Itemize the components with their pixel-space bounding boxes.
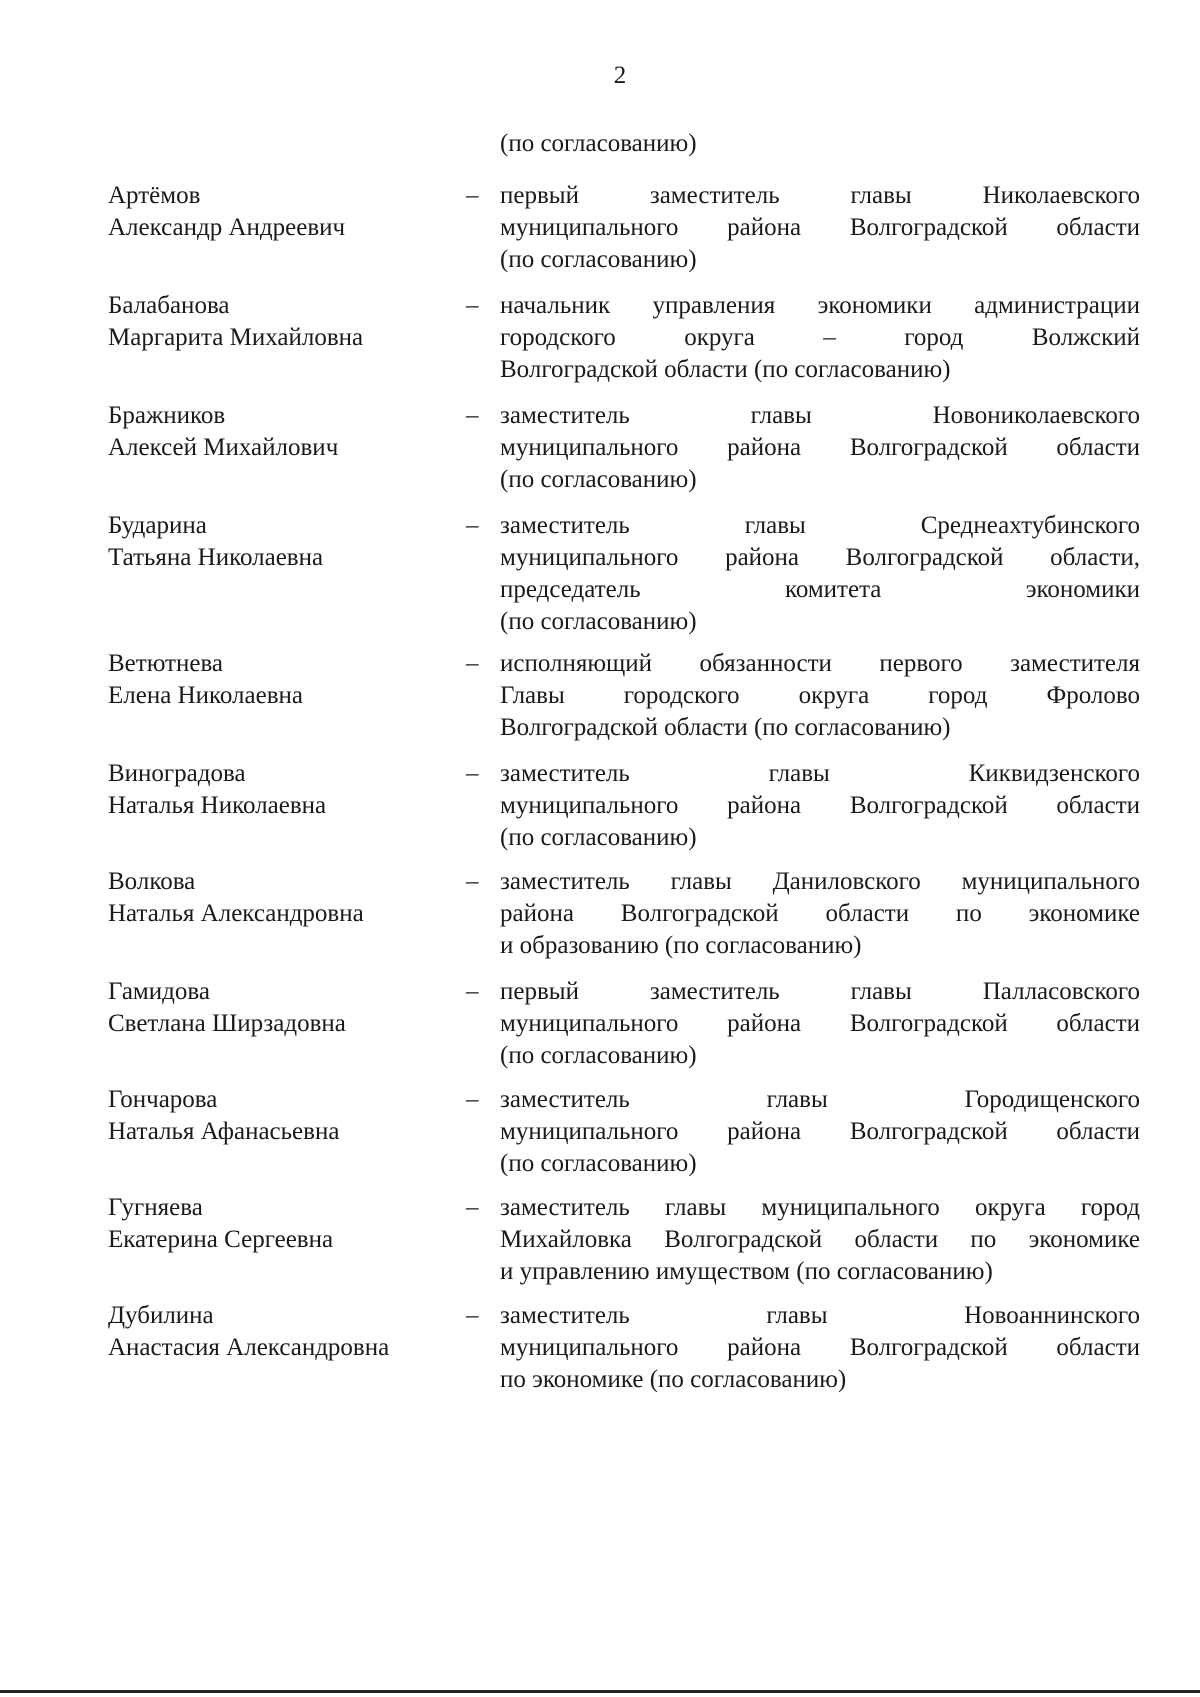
position-line: заместитель главы Городищенского xyxy=(500,1086,1140,1113)
member-given-names: Елена Николаевна xyxy=(108,682,303,709)
position-line: муниципального района Волгоградской области xyxy=(500,1118,1140,1145)
member-given-names: Александр Андреевич xyxy=(108,214,346,241)
entry-dash: – xyxy=(466,868,479,895)
position-line: исполняющий обязанности первого заместителя xyxy=(500,650,1140,677)
position-line: председатель комитета экономики xyxy=(500,576,1140,603)
entry-dash: – xyxy=(466,402,479,429)
member-surname: Виноградова xyxy=(108,760,246,787)
position-line: муниципального района Волгоградской области xyxy=(500,792,1140,819)
member-name xyxy=(108,1084,448,1148)
position-line: муниципального района Волгоградской области xyxy=(500,1010,1140,1037)
position-line: муниципального района Волгоградской области xyxy=(500,434,1140,461)
member-given-names: Светлана Ширзадовна xyxy=(108,1010,346,1037)
member-position xyxy=(500,1084,1140,1180)
member-position xyxy=(500,290,1140,386)
member-position xyxy=(500,510,1140,638)
member-surname: Артёмов xyxy=(108,182,201,209)
member-given-names: Маргарита Михайловна xyxy=(108,324,364,351)
member-name xyxy=(108,976,448,1040)
member-name xyxy=(108,400,448,464)
member-surname: Волкова xyxy=(108,868,196,895)
position-line: муниципального района Волгоградской области xyxy=(500,214,1140,241)
position-line: заместитель главы Даниловского муниципального xyxy=(500,868,1140,895)
position-line: и управлению имуществом (по согласованию) xyxy=(500,1258,993,1285)
page-number: 2 xyxy=(613,62,627,89)
position-line: по экономике (по согласованию) xyxy=(500,1366,847,1393)
member-position xyxy=(500,648,1140,744)
member-given-names: Наталья Александровна xyxy=(108,900,364,927)
member-name xyxy=(108,180,448,244)
member-surname: Бударина xyxy=(108,512,207,539)
member-surname: Гамидова xyxy=(108,978,210,1005)
entry-dash: – xyxy=(466,650,479,677)
member-position xyxy=(500,1300,1140,1396)
member-given-names: Екатерина Сергеевна xyxy=(108,1226,334,1253)
position-line: (по согласованию) xyxy=(500,824,697,851)
position-line: (по согласованию) xyxy=(500,608,697,635)
member-given-names: Анастасия Александровна xyxy=(108,1334,390,1361)
position-line: (по согласованию) xyxy=(500,466,697,493)
bottom-rule xyxy=(0,1690,1200,1693)
entry-dash: – xyxy=(466,182,479,209)
position-line: заместитель главы Новоаннинского xyxy=(500,1302,1140,1329)
member-given-names: Татьяна Николаевна xyxy=(108,544,324,571)
member-position xyxy=(500,1192,1140,1288)
member-name xyxy=(108,510,448,574)
position-line: заместитель главы Киквидзенского xyxy=(500,760,1140,787)
member-position xyxy=(500,866,1140,962)
position-line: (по согласованию) xyxy=(500,1150,697,1177)
member-surname: Гугняева xyxy=(108,1194,203,1221)
entry-dash: – xyxy=(466,1302,479,1329)
position-line: района Волгоградской области по экономике xyxy=(500,900,1140,927)
position-line: муниципального района Волгоградской области, xyxy=(500,544,1140,571)
entry-dash: – xyxy=(466,1086,479,1113)
position-line: первый заместитель главы Палласовского xyxy=(500,978,1140,1005)
position-line: заместитель главы Новониколаевского xyxy=(500,402,1140,429)
entry-dash: – xyxy=(466,1194,479,1221)
member-position xyxy=(500,180,1140,276)
position-line: начальник управления экономики администрации xyxy=(500,292,1140,319)
position-line: и образованию (по согласованию) xyxy=(500,932,862,959)
member-name xyxy=(108,758,448,822)
position-line: Волгоградской области (по согласованию) xyxy=(500,356,951,383)
position-line: Главы городского округа город Фролово xyxy=(500,682,1140,709)
member-name xyxy=(108,866,448,930)
member-given-names: Наталья Афанасьевна xyxy=(108,1118,340,1145)
member-surname: Балабанова xyxy=(108,292,230,319)
member-surname: Гончарова xyxy=(108,1086,218,1113)
member-surname: Бражников xyxy=(108,402,226,429)
position-line: (по согласованию) xyxy=(500,1042,697,1069)
member-name xyxy=(108,290,448,354)
member-surname: Дубилина xyxy=(108,1302,214,1329)
entry-dash: – xyxy=(466,978,479,1005)
position-line: первый заместитель главы Николаевского xyxy=(500,182,1140,209)
member-name xyxy=(108,1192,448,1256)
intro-line: (по согласованию) xyxy=(500,130,697,157)
member-position xyxy=(500,976,1140,1072)
member-name xyxy=(108,648,448,712)
member-given-names: Наталья Николаевна xyxy=(108,792,327,819)
position-line: Михайловка Волгоградской области по экономике xyxy=(500,1226,1140,1253)
position-line: Волгоградской области (по согласованию) xyxy=(500,714,951,741)
entry-dash: – xyxy=(466,292,479,319)
member-position xyxy=(500,758,1140,854)
member-position xyxy=(500,400,1140,496)
entry-dash: – xyxy=(466,760,479,787)
position-line: заместитель главы муниципального округа город xyxy=(500,1194,1140,1221)
position-line: муниципального района Волгоградской области xyxy=(500,1334,1140,1361)
position-line: городского округа – город Волжский xyxy=(500,324,1140,351)
entry-dash: – xyxy=(466,512,479,539)
member-given-names: Алексей Михайлович xyxy=(108,434,339,461)
position-line: (по согласованию) xyxy=(500,246,697,273)
member-surname: Ветютнева xyxy=(108,650,224,677)
member-name xyxy=(108,1300,448,1364)
position-line: заместитель главы Среднеахтубинского xyxy=(500,512,1140,539)
